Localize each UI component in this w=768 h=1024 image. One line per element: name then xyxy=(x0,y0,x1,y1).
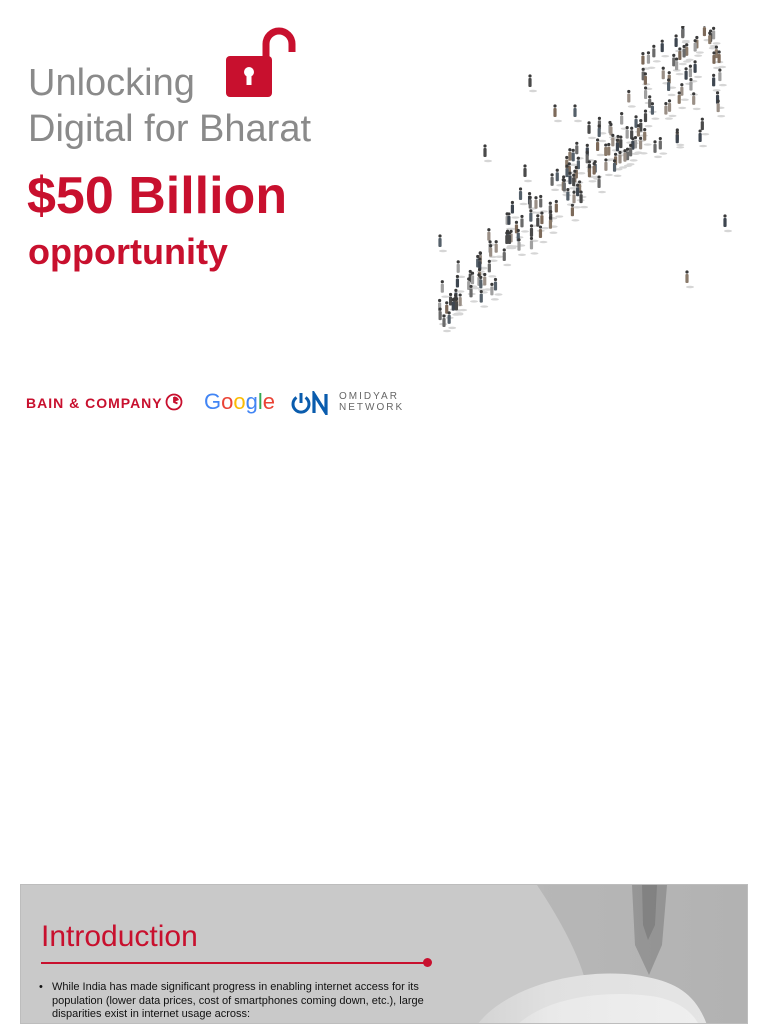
headline-amount: $50 Billion xyxy=(27,167,288,225)
title-underline xyxy=(41,962,427,964)
person-figure xyxy=(520,215,529,233)
person-figure xyxy=(530,237,539,255)
omidyar-line-1: OMIDYAR xyxy=(339,391,399,402)
person-figure xyxy=(718,68,727,86)
person-figure xyxy=(680,83,689,101)
person-figure xyxy=(488,260,497,278)
hands-background-image xyxy=(417,885,747,1024)
person-figure xyxy=(627,90,636,108)
person-figure xyxy=(718,50,727,68)
google-letter: o xyxy=(221,389,234,414)
person-figure xyxy=(483,144,492,162)
omidyar-line-2: NETWORK xyxy=(339,402,405,413)
google-letter: G xyxy=(204,389,222,414)
person-figure xyxy=(675,57,684,75)
bain-clock-icon xyxy=(165,393,183,411)
person-figure xyxy=(701,118,710,136)
person-figure xyxy=(528,74,537,92)
person-figure xyxy=(661,40,670,58)
bain-logo-text: BAIN & COMPANY xyxy=(26,395,163,411)
person-figure xyxy=(519,187,528,205)
person-figure xyxy=(579,190,588,208)
person-figure xyxy=(539,195,548,213)
person-figure xyxy=(573,104,582,122)
person-figure xyxy=(487,228,496,246)
google-logo xyxy=(204,389,275,415)
intro-title: Introduction xyxy=(41,920,198,953)
person-figure xyxy=(438,234,447,252)
person-figure xyxy=(723,214,732,232)
person-figure xyxy=(597,175,606,193)
underline-end-dot xyxy=(423,958,432,967)
person-figure xyxy=(685,43,694,61)
person-figure xyxy=(685,270,694,288)
omidyar-network-text xyxy=(339,391,404,413)
bullet-text: While India has made significant progress in enabling internet access for its population (lower data prices, cost of smartphones coming down, etc.), large disparities exist in internet usage across: xyxy=(52,981,424,1020)
person-figure xyxy=(652,45,661,63)
person-figure xyxy=(693,60,702,78)
person-figure xyxy=(712,27,721,45)
person-figure xyxy=(698,129,707,147)
unlocked-padlock-icon xyxy=(224,26,296,100)
headline-subtitle: opportunity xyxy=(28,231,228,272)
person-figure xyxy=(495,240,504,258)
person-figure xyxy=(659,137,668,155)
introduction-slide xyxy=(20,884,748,1024)
person-figure xyxy=(523,164,532,182)
person-figure xyxy=(459,293,468,311)
person-figure xyxy=(587,121,596,139)
person-figure xyxy=(494,278,503,296)
cover-title-line-2: Digital for Bharat xyxy=(28,108,312,150)
google-letter: e xyxy=(262,389,276,414)
crowd-arrow-illustration xyxy=(430,26,750,356)
person-figure xyxy=(507,212,516,230)
person-figure xyxy=(511,201,520,219)
person-figure xyxy=(553,104,562,122)
person-figure xyxy=(517,238,526,256)
partner-logos xyxy=(26,388,426,418)
person-figure xyxy=(668,99,677,117)
omidyar-on-icon xyxy=(290,391,334,415)
google-letter: g xyxy=(245,389,258,414)
person-figure xyxy=(575,142,584,160)
person-figure xyxy=(555,200,564,218)
person-figure xyxy=(503,248,512,266)
person-figure xyxy=(643,128,652,146)
cover-title-line-1: Unlocking xyxy=(28,62,195,104)
person-figure xyxy=(441,280,450,298)
google-letter: l xyxy=(257,389,263,414)
google-letter: o xyxy=(233,389,246,414)
bullet-marker: • xyxy=(39,981,43,993)
